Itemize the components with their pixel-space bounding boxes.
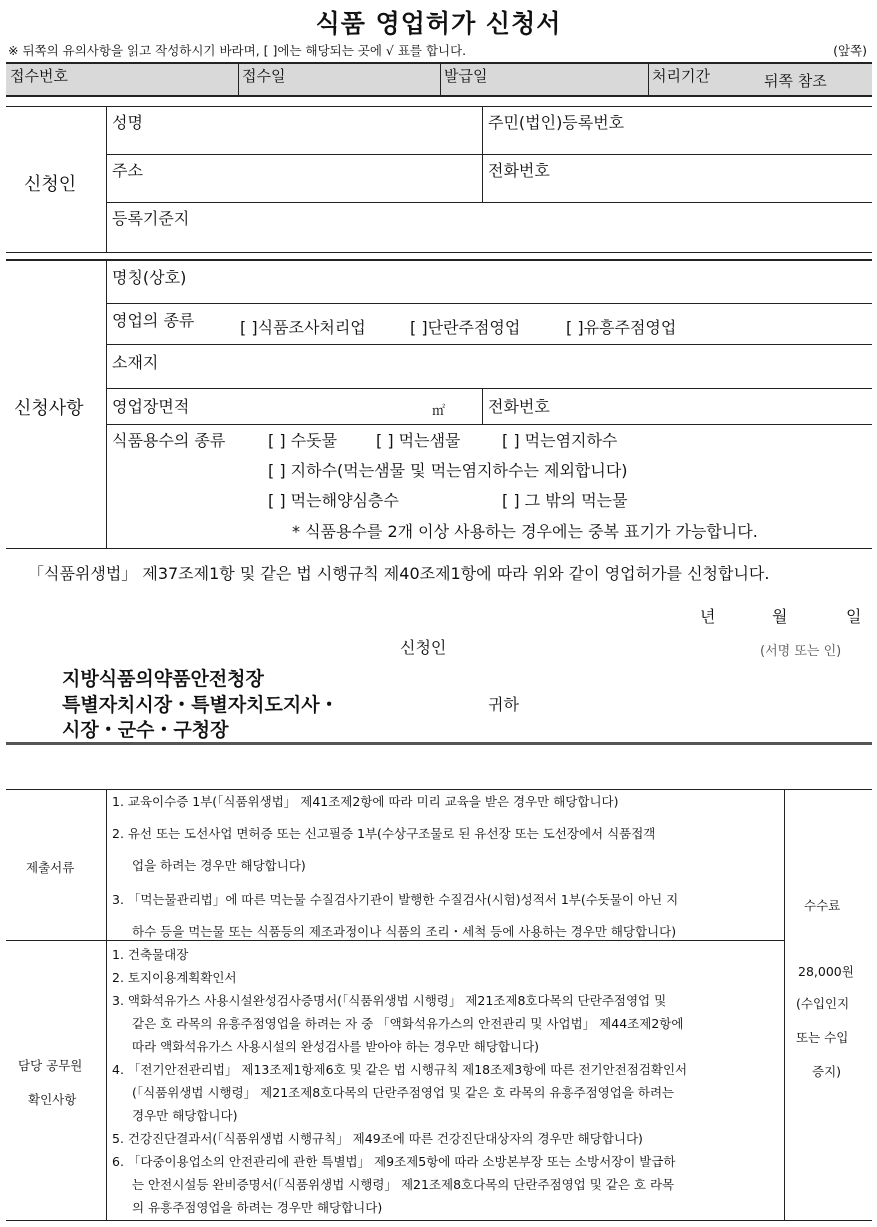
officer-item: 따라 액화석유가스 사용시설의 완성검사를 받아야 하는 경우만 해당합니다) [132, 1039, 540, 1054]
receipt-bar [6, 62, 872, 97]
officer-check-label: 확인사항 [28, 1092, 77, 1107]
divider [482, 388, 483, 424]
fee-note: (수입인지 [796, 996, 850, 1011]
officer-item: 3. 액화석유가스 사용시설완성검사증명서(「식품위생법 시행령」 제21조제8호다목의 단란주점영업 및 [112, 993, 667, 1008]
water-option-tap[interactable]: [ ] 수돗물 [268, 431, 338, 450]
divider [648, 64, 649, 95]
water-option-salt-groundwater[interactable]: [ ] 먹는염지하수 [502, 431, 618, 450]
divider [106, 106, 107, 252]
applicant-phone-label: 전화번호 [488, 161, 550, 180]
officer-item: 의 유흥주점영업을 하려는 경우만 해당합니다) [132, 1200, 383, 1215]
address-label: 주소 [112, 161, 143, 180]
business-type-label: 영업의 종류 [112, 311, 195, 330]
page-side-label: (앞쪽) [833, 43, 867, 58]
divider [784, 789, 785, 1221]
water-option-other[interactable]: [ ] 그 밖의 먹는물 [502, 491, 628, 510]
fee-note: 증지) [812, 1064, 842, 1079]
divider [440, 64, 441, 95]
registration-number-label: 주민(법인)등록번호 [488, 113, 625, 132]
officer-check-label: 담당 공무원 [18, 1058, 83, 1073]
row-border [106, 154, 872, 155]
receipt-number-label: 접수번호 [10, 67, 68, 85]
divider [106, 789, 107, 1221]
sign-or-seal-label: (서명 또는 인) [760, 644, 842, 659]
officer-item: 같은 호 라목의 유흥주점영업을 하려는 자 중 「액화석유가스의 안전관리 및 사업법」 제44조제2항에 [132, 1016, 684, 1031]
officer-item: 1. 건축물대장 [112, 947, 189, 962]
date-year-label: 년 [700, 607, 716, 626]
row-border [106, 424, 872, 425]
submit-item: 업을 하려는 경우만 해당합니다) [132, 858, 306, 873]
section-border [6, 742, 872, 745]
submit-item: 1. 교육이수증 1부(「식품위생법」 제41조제2항에 따라 미리 교육을 받은 경우만 해당합니다) [112, 794, 619, 809]
addressee-honorific: 귀하 [488, 695, 519, 714]
section-border [6, 252, 872, 253]
business-phone-label: 전화번호 [488, 397, 550, 416]
officer-item: 2. 토지이용계획확인서 [112, 970, 237, 985]
applicant-signature-label: 신청인 [400, 638, 447, 657]
addressee-agency-special: 특별자치시장・특별자치도지사・ [62, 694, 339, 716]
water-note: * 식품용수를 2개 이상 사용하는 경우에는 중복 표기가 가능합니다. [292, 522, 758, 541]
submit-item: 2. 유선 또는 도선사업 면허증 또는 신고필증 1부(수상구조물로 된 유선장 또는 도선장에서 식품접객 [112, 826, 656, 841]
officer-item: 4. 「전기안전관리법」 제13조제1항제6호 및 같은 법 시행규칙 제18조제3항에 따른 전기안전점검확인서 [112, 1062, 688, 1077]
section-border [6, 259, 872, 261]
addressee-agency-local: 시장・군수・구청장 [62, 719, 229, 741]
receipt-date-label: 접수일 [242, 67, 286, 85]
trade-name-label: 명칭(상호) [112, 268, 187, 287]
officer-item: 는 안전시설등 완비증명서(「식품위생법 시행령」 제21조제8호다목의 단란주점영업 및 같은 호 라목 [132, 1177, 675, 1192]
water-option-groundwater[interactable]: [ ] 지하수(먹는샘물 및 먹는염지하수는 제외합니다) [268, 461, 628, 480]
applicant-section-label: 신청인 [24, 174, 77, 195]
row-border [106, 202, 872, 203]
issue-date-label: 발급일 [444, 67, 488, 85]
divider [238, 64, 239, 95]
table-border [6, 1220, 872, 1221]
row-border [106, 303, 872, 304]
fee-amount: 28,000원 [798, 964, 854, 979]
section-border [6, 548, 872, 549]
water-option-deep-sea[interactable]: [ ] 먹는해양심층수 [268, 491, 399, 510]
submit-documents-label: 제출서류 [26, 860, 75, 875]
declaration-text: 「식품위생법」 제37조제1항 및 같은 법 시행규칙 제40조제1항에 따라 위와 같이 영업허가를 신청합니다. [28, 564, 770, 583]
divider [106, 261, 107, 548]
date-day-label: 일 [846, 607, 862, 626]
name-label: 성명 [112, 113, 143, 132]
officer-item: (「식품위생법 시행령」 제21조제8호다목의 단란주점영업 및 같은 호 라목의 유흥주점영업을 하려는 [132, 1085, 675, 1100]
processing-period-value: 뒤쪽 참조 [764, 72, 827, 90]
business-type-option-entertainment-bar[interactable]: [ ]유흥주점영업 [566, 318, 677, 337]
area-unit: ㎡ [432, 404, 446, 419]
divider [482, 106, 483, 202]
officer-item: 5. 건강진단결과서(「식품위생법 시행규칙」 제49조에 따른 건강진단대상자의 경우만 해당합니다) [112, 1131, 643, 1146]
water-option-spring[interactable]: [ ] 먹는샘물 [376, 431, 461, 450]
business-type-option-karaoke-bar[interactable]: [ ]단란주점영업 [410, 318, 521, 337]
submit-item: 하수 등을 먹는물 또는 식품등의 제조과정이나 식품의 조리・세척 등에 사용하는 경우만 해당합니다) [132, 924, 677, 939]
row-border [6, 940, 784, 941]
table-border [6, 789, 872, 790]
fee-note: 또는 수입 [796, 1030, 849, 1045]
water-type-label: 식품용수의 종류 [112, 431, 226, 450]
processing-period-label: 처리기간 [652, 67, 710, 85]
form-title: 식품 영업허가 신청서 [315, 9, 562, 38]
instruction-notice: ※ 뒤쪽의 유의사항을 읽고 작성하시기 바라며, [ ]에는 해당되는 곳에 √ 표를 합니다. [8, 43, 467, 58]
addressee-agency-regional: 지방식품의약품안전청장 [62, 668, 264, 690]
business-type-option-irradiation[interactable]: [ ]식품조사처리업 [240, 318, 366, 337]
location-label: 소재지 [112, 353, 159, 372]
submit-item: 3. 「먹는물관리법」에 따른 먹는물 수질검사기관이 발행한 수질검사(시험)성적서 1부(수돗물이 아닌 지 [112, 892, 679, 907]
officer-item: 경우만 해당합니다) [132, 1108, 238, 1123]
business-area-label: 영업장면적 [112, 397, 190, 416]
row-border [106, 388, 872, 389]
request-section-label: 신청사항 [14, 398, 84, 419]
fee-label: 수수료 [804, 898, 841, 913]
date-month-label: 월 [772, 607, 788, 626]
row-border [106, 344, 872, 345]
section-border [6, 106, 872, 107]
domicile-label: 등록기준지 [112, 209, 190, 228]
officer-item: 6. 「다중이용업소의 안전관리에 관한 특별법」 제9조제5항에 따라 소방본부장 또는 소방서장이 발급하 [112, 1154, 676, 1169]
